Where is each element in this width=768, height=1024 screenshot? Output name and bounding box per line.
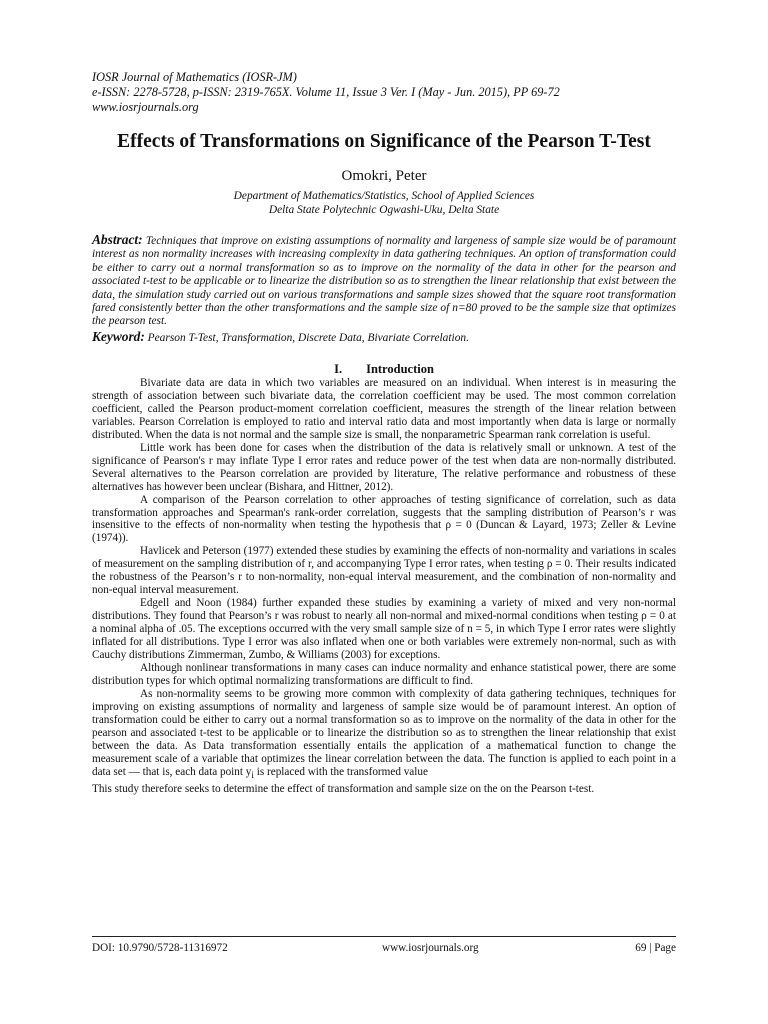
- footer-doi: DOI: 10.9790/5728-11316972: [92, 942, 228, 954]
- abstract-text: Techniques that improve on existing assumptions of normality and largeness of sample size would be of paramount interest as non normality increases with increasing complexity in data gathering techniques. An option of transformation could be either to carry out a normal transformation so as to improve on the normality of the data in other for the pearson and associated t-test to be applicable or to linearize the distribution so as to strengthen the linear relationship that exist between the data, the simulation study carried out on various transformations and sample sizes showed that the square root transformation fared consistently better than the other transformations and the sample size of n=80 proved to be the sample size that optimizes the pearson test.: [92, 235, 676, 328]
- footer-page-number: 69 | Page: [635, 942, 676, 954]
- paragraph-6: Although nonlinear transformations in many cases can induce normality and enhance statistical power, there are some distribution types for which optimal normalizing transformations are difficult to find.: [92, 661, 676, 687]
- paragraph-7-end: is replaced with the transformed value: [253, 765, 428, 778]
- section-number: I.: [334, 362, 343, 376]
- page-footer: [92, 936, 676, 959]
- paragraph-5: Edgell and Noon (1984) further expanded these studies by examining a variety of mixed and very non-normal distributions. They found that Pearson’s r was robust to nearly all non-normal and mixed-normal conditions when testing ρ = 0 at a nominal alpha of .05. The exceptions occurred with the very small sample size of n = 5, in which Type I error rates were slightly inflated for all distributions. Type I error was also inflated when one or both variables were extremely non-normal, such as with Cauchy distributions Zimmerman, Zumbo, & Williams (2003) for exceptions.: [92, 597, 676, 662]
- journal-name: IOSR Journal of Mathematics (IOSR-JM): [92, 70, 297, 84]
- keyword-text: Pearson T-Test, Transformation, Discrete Data, Bivariate Correlation.: [147, 332, 469, 344]
- section-title: Introduction: [366, 362, 434, 376]
- paragraph-4: Havlicek and Peterson (1977) extended these studies by examining the effects of non-normality and variations in scales of measurement on the sampling distribution of r, and accompanying Type I error rates, when testing ρ = 0. Their results indicated the robustness of the Pearson’s r to non-normality, non-equal interval measurement, and the combination of non-normality and non-equal interval measurement.: [92, 545, 676, 597]
- footer-website: www.iosrjournals.org: [382, 942, 479, 954]
- keyword-label: Keyword:: [92, 329, 145, 344]
- keywords: [92, 330, 676, 345]
- abstract-label: Abstract:: [92, 232, 143, 247]
- affiliation-line-2: Delta State Polytechnic Ogwashi-Uku, Delta State: [268, 204, 500, 216]
- affiliation-line-1: Department of Mathematics/Statistics, School of Applied Sciences: [233, 190, 535, 202]
- paragraph-7-subscript: i: [251, 770, 254, 781]
- introduction-body: [92, 377, 676, 796]
- journal-website: www.iosrjournals.org: [92, 100, 199, 114]
- paper-title: Effects of Transformations on Significance of the Pearson T-Test: [117, 131, 651, 152]
- journal-issn: e-ISSN: 2278-5728, p-ISSN: 2319-765X. Volume 11, Issue 3 Ver. I (May - Jun. 2015), PP 69-72: [92, 85, 560, 99]
- paragraph-1: Bivariate data are data in which two variables are measured on an individual. When interest is in measuring the strength of association between such bivariate data, the correlation coefficient may be used. The most common correlation coefficient, called the Pearson product-moment correlation coefficient, measures the strength of the linear relation between variables. Pearson Correlation is employed to ratio and interval ratio data and most importantly when data is large or normally distributed. When the data is not normal and the sample size is small, the nonparametric Spearman rank correlation is useful.: [92, 377, 676, 441]
- paragraph-3: A comparison of the Pearson correlation to other approaches of testing significance of correlation, such as data transformation approaches and Spearman's rank-order correlation, suggests that the sampling distribution of Pearson’s r was insensitive to the effects of non-normality when testing the hypothesis that ρ = 0 (Duncan & Layard, 1973; Zeller & Levine (1974)).: [92, 493, 676, 545]
- journal-header: [92, 70, 692, 115]
- section-heading: [92, 362, 676, 377]
- author-name: Omokri, Peter: [341, 168, 427, 184]
- paragraph-7: [92, 688, 676, 783]
- paragraph-8: This study therefore seeks to determine the effect of transformation and sample size on the on the Pearson t-test.: [92, 782, 595, 795]
- paragraph-7-text: As non-normality seems to be growing more common with complexity of data gathering techniques, techniques for improving on existing assumptions of normality and largeness of sample size would be of paramount interest. An option of transformation could be either to carry out a normal transformation so as to improve on the normality of the data in other for the pearson and associated t-test to be applicable or to linearize the distribution so as to strengthen the linear relationship that exist between the data. As Data transformation essentially entails the application of a mathematical function to change the measurement scale of a variable that optimizes the linear correlation between the data. The function is applied to each point in a data set — that is, each data point y: [92, 687, 676, 778]
- paragraph-2: Little work has been done for cases when the distribution of the data is relatively small or unknown. A test of the significance of Pearson's r may inflate Type I error rates and reduce power of the test when data are non-normally distributed. Several alternatives to the Pearson correlation are provided by literature, The relative performance and robustness of these alternatives has however been unclear (Bishara, and Hittner, 2012).: [92, 441, 676, 493]
- abstract: [92, 233, 676, 329]
- author-affiliation: [60, 189, 708, 217]
